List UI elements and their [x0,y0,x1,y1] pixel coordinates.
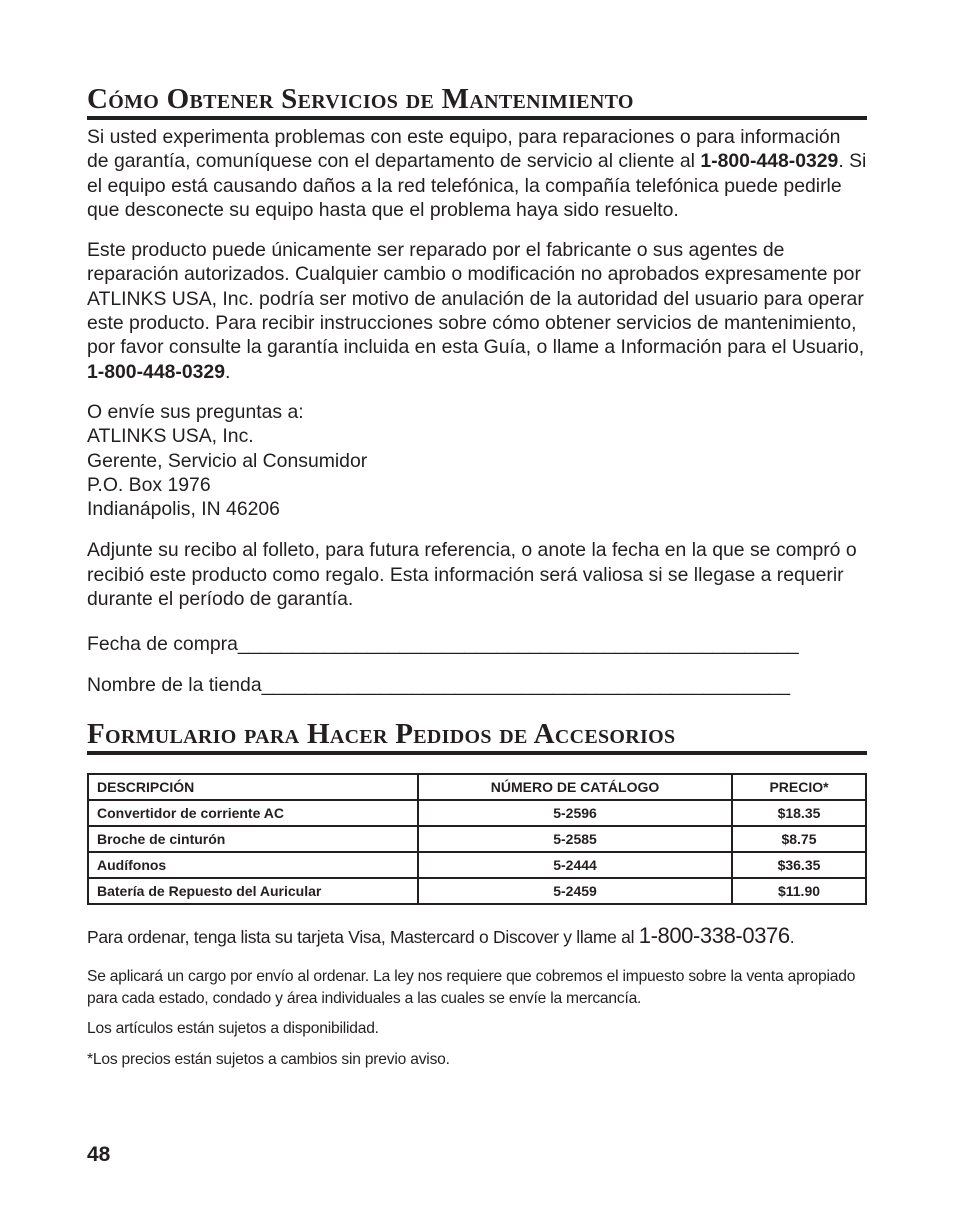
purchase-date-field: Fecha de compra____________________________________________________ [87,633,799,656]
price-note: *Los precios están sujetos a cambios sin previo aviso. [87,1051,450,1069]
table-cell: Audífonos [88,852,418,878]
table-cell: $8.75 [732,826,866,852]
column-header: PRECIO* [732,774,866,800]
table-cell: 5-2459 [418,878,732,904]
shipping-note: Se aplicará un cargo por envío al ordenar. La ley nos requiere que cobremos el impuesto sobre la venta apropiado para cada estado, condado y área individuales a las cuales se envíe la mercancía. [87,967,856,1008]
column-header: NÚMERO DE CATÁLOGO [418,774,732,800]
column-header: DESCRIPCIÓN [88,774,418,800]
table-header-row [88,774,866,800]
paragraph-text: . [225,360,231,383]
address-intro: O envíe sus preguntas a: [87,400,304,423]
paragraph-receipt: Adjunte su recibo al folleto, para futura referencia, o anote la fecha en la que se compró o recibió este producto como regalo. Esta información será valiosa si se llegase a requerir durante el período de garantía. [87,539,857,611]
table-row [88,852,866,878]
paragraph-text: . Si el equipo está causando daños a la red telefónica, la compañía telefónica puede pedirle que desconecte su equipo hasta que el problema haya sido resuelto. [87,150,867,221]
table-cell: Convertidor de corriente AC [88,800,418,826]
order-phone-number: 1-800-338-0376 [638,923,790,949]
paragraph-service-contact [87,125,867,222]
address-line: P.O. Box 1976 [87,473,211,496]
table-cell: $36.35 [732,852,866,878]
paragraph-text: Este producto puede únicamente ser reparado por el fabricante o sus agentes de reparación autorizados. Cualquier cambio o modificación no aprobados expresamente por ATLINKS USA, Inc. podría ser motivo de anulación de la autoridad del usuario para operar este producto. Para recibir instrucciones sobre cómo obtener servicios de mantenimiento, por favor consulte la garantía incluida en esta Guía, o llame a Información para el Usuario, [87,239,865,359]
paragraph-text: Si usted experimenta problemas con este equipo, para reparaciones o para información de garantía, comuníquese con el departamento de servicio al cliente al [87,126,841,173]
address-line: ATLINKS USA, Inc. [87,425,254,448]
address-line: Indianápolis, IN 46206 [87,498,280,521]
order-text: Para ordenar, tenga lista su tarjeta Visa, Mastercard o Discover y llame al [87,927,639,948]
section-title-maintenance: Cómo Obtener Servicios de Mantenimiento [87,84,867,120]
paragraph-repair-info [87,238,867,384]
table-cell: Broche de cinturón [88,826,418,852]
table-row [88,800,866,826]
table-cell: 5-2596 [418,800,732,826]
phone-number: 1-800-448-0329 [700,150,839,173]
table-cell: 5-2585 [418,826,732,852]
table-cell: Batería de Repuesto del Auricular [88,878,418,904]
store-name-field: Nombre de la tienda_________________________________________________ [87,674,791,697]
phone-number: 1-800-448-0329 [87,360,225,383]
page-content [87,84,867,1072]
table-row [88,826,866,852]
table-cell: $11.90 [732,878,866,904]
section-title-accessories: Formulario para Hacer Pedidos de Accesorios [87,719,867,755]
mailing-address [87,400,867,521]
page-number: 48 [87,1143,111,1166]
accessories-table [87,773,867,905]
table-cell: 5-2444 [418,852,732,878]
availability-note: Los artículos están sujetos a disponibilidad. [87,1019,379,1037]
address-line: Gerente, Servicio al Consumidor [87,449,368,472]
order-instructions [87,925,867,948]
order-text-end: . [789,927,795,948]
table-row [88,878,866,904]
table-cell: $18.35 [732,800,866,826]
